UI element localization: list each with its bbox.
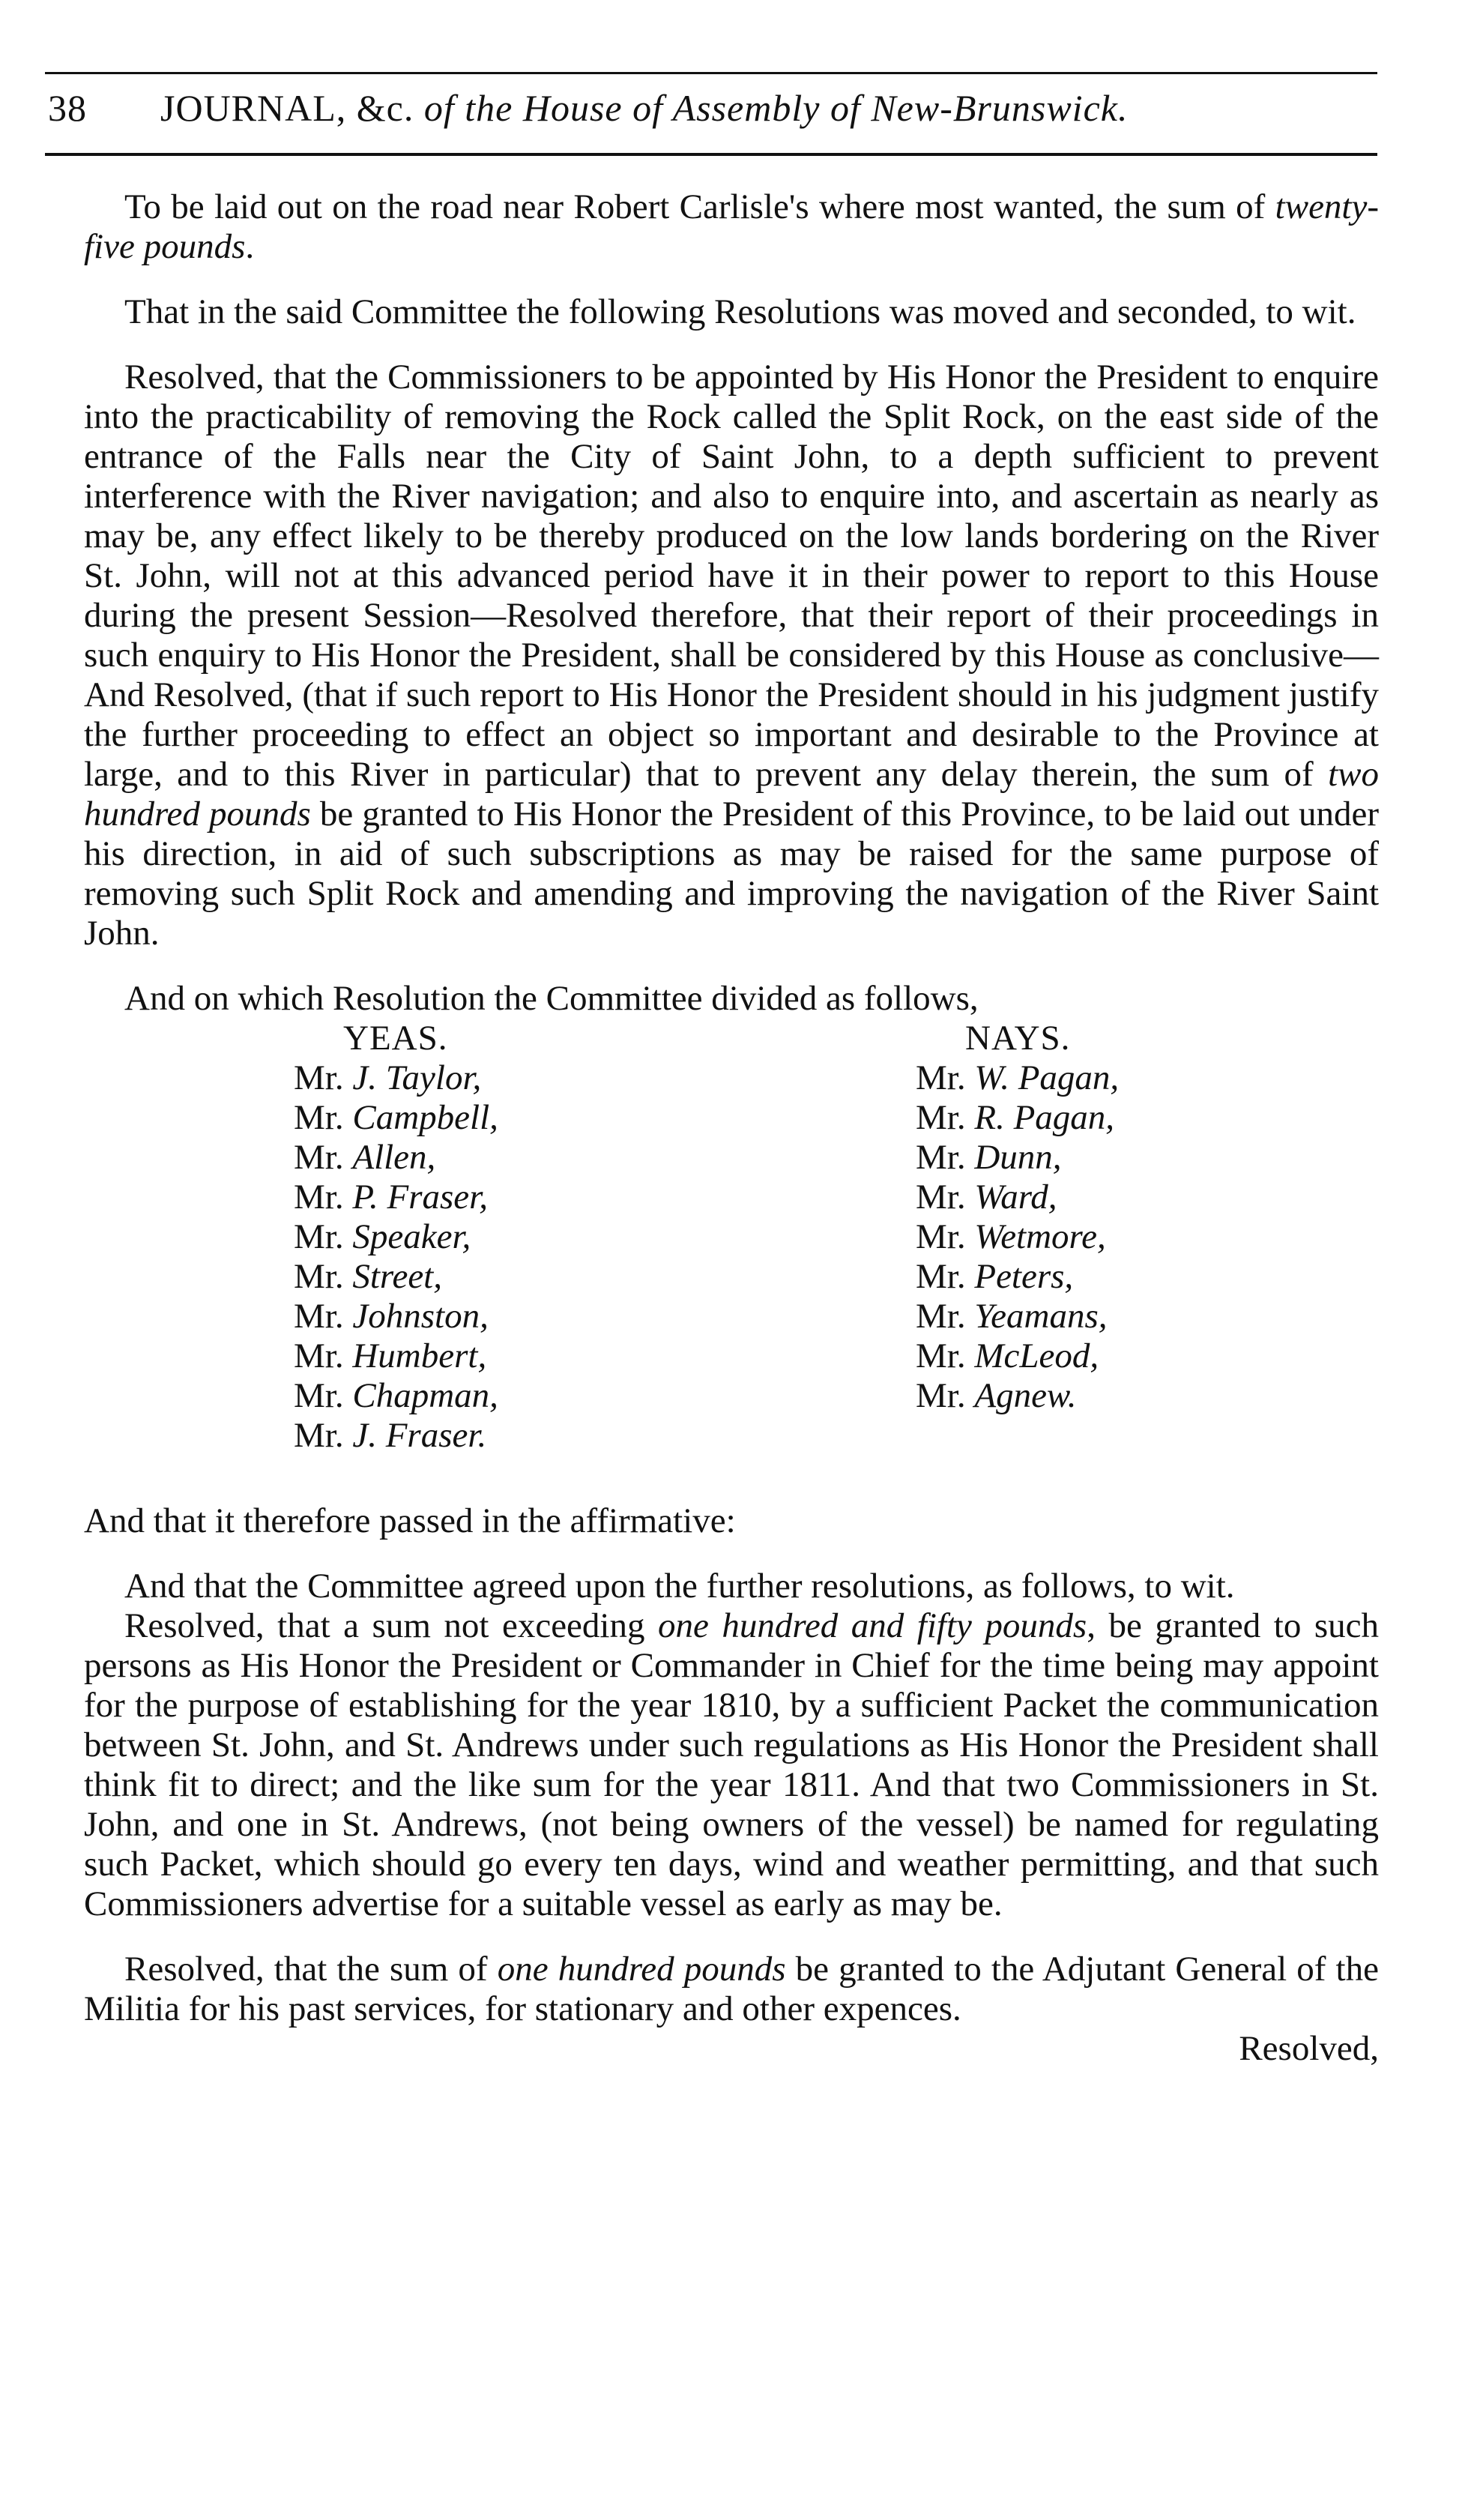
nays-member bbox=[916, 1257, 1119, 1297]
member-name: Speaker, bbox=[352, 1217, 471, 1256]
yeas-member bbox=[294, 1336, 498, 1376]
member-title: Mr. bbox=[294, 1178, 344, 1217]
member-title: Mr. bbox=[916, 1058, 966, 1097]
header-subtitle: of the House of Assembly of New-Brunswick. bbox=[423, 87, 1129, 129]
member-name: Campbell, bbox=[352, 1098, 498, 1137]
member-name: Peters, bbox=[974, 1257, 1074, 1296]
page-number: 38 bbox=[48, 87, 87, 129]
division-list bbox=[84, 1019, 1379, 1498]
member-name: Johnston, bbox=[352, 1297, 489, 1336]
nays-member bbox=[916, 1217, 1119, 1257]
nays-member bbox=[916, 1178, 1119, 1217]
member-title: Mr. bbox=[294, 1416, 344, 1455]
member-title: Mr. bbox=[916, 1138, 966, 1177]
member-name: Dunn, bbox=[974, 1138, 1062, 1177]
member-name: McLeod, bbox=[974, 1336, 1099, 1375]
yeas-member bbox=[294, 1138, 498, 1178]
paragraph-resolutions-moved: That in the said Committee the following Resolutions was moved and seconded, to wit. bbox=[124, 292, 1356, 331]
header-title: JOURNAL, &c. bbox=[160, 87, 414, 129]
paragraph-packet-resolution: Resolved, that a sum not exceeding one hundred and fifty pounds, be granted to such persons as His Honor the President or Commander in Chief for the time being may appoint for the purpose of establishing for the year 1810, by a sufficient Packet the communication between St. John, and St. Andrews under such regulations as His Honor the President shall think fit to direct; and the like sum for the year 1811. And that two Commissioners in St. John, and one in St. Andrews, (not being owners of the vessel) be named for regulating such Packet, which should go every ten days, wind and weather permitting, and that such Commissioners advertise for a suitable vessel as early as may be. bbox=[84, 1606, 1379, 1923]
yeas-member bbox=[294, 1416, 498, 1456]
member-name: Chapman, bbox=[352, 1376, 498, 1415]
member-title: Mr. bbox=[916, 1336, 966, 1375]
member-title: Mr. bbox=[294, 1336, 344, 1375]
member-name: J. Taylor, bbox=[352, 1058, 482, 1097]
paragraph-split-rock-resolution: Resolved, that the Commissioners to be appointed by His Honor the President to enquire into the practicability of removing the Rock called the Split Rock, on the east side of the entrance of the Falls near the City of Saint John, to a depth sufficient to prevent interference with the River navigation; and also to enquire into, and ascertain as nearly as may be, any effect likely to be thereby produced on the low lands bordering on the River St. John, will not at this advanced period have it in their power to report to this House during the present Session—Resolved therefore, that their report of their proceedings in such enquiry to His Honor the President, shall be considered by this House as conclusive—And Resolved, (that if such report to His Honor the President should in his judgment justify the further proceeding to effect an object so important and desirable to the Province at large, and to this River in particular) that to prevent any delay therein, the sum of two hundred pounds be granted to His Honor the President of this Province, to be laid out under his direction, in aid of such subscriptions as may be raised for the same purpose of removing such Split Rock and amending and improving the navigation of the River Saint John. bbox=[84, 358, 1380, 953]
nays-heading: NAYS. bbox=[965, 1019, 1071, 1058]
yeas-member bbox=[294, 1257, 498, 1297]
member-title: Mr. bbox=[294, 1058, 344, 1097]
member-name: J. Fraser. bbox=[352, 1416, 487, 1455]
member-title: Mr. bbox=[916, 1178, 966, 1217]
member-name: Humbert, bbox=[352, 1336, 487, 1375]
running-header bbox=[48, 84, 1376, 132]
nays-member bbox=[916, 1297, 1119, 1336]
member-name: Yeamans, bbox=[974, 1297, 1108, 1336]
yeas-column bbox=[294, 1019, 498, 1456]
member-title: Mr. bbox=[916, 1297, 966, 1336]
paragraph-further-resolutions: And that the Committee agreed upon the further resolutions, as follows, to wit. bbox=[124, 1567, 1235, 1606]
member-name: Agnew. bbox=[974, 1376, 1077, 1415]
member-title: Mr. bbox=[916, 1098, 966, 1137]
catchword: Resolved, bbox=[1239, 2029, 1379, 2068]
header-bottom-rule bbox=[45, 153, 1377, 156]
nays-member bbox=[916, 1138, 1119, 1178]
amount: one hundred and fifty pounds bbox=[657, 1606, 1087, 1645]
member-name: W. Pagan, bbox=[974, 1058, 1120, 1097]
member-title: Mr. bbox=[294, 1257, 344, 1296]
yeas-member bbox=[294, 1217, 498, 1257]
member-title: Mr. bbox=[916, 1376, 966, 1415]
nays-member bbox=[916, 1098, 1119, 1138]
affirmative-statement: And that it therefore passed in the affirmative: bbox=[84, 1501, 736, 1540]
paragraph-adjutant-resolution: Resolved, that the sum of one hundred pounds be granted to the Adjutant General of the Militia for his past services, for stationary and other expences. bbox=[84, 1950, 1379, 2028]
member-title: Mr. bbox=[294, 1138, 344, 1177]
yeas-member bbox=[294, 1178, 498, 1217]
nays-column bbox=[916, 1019, 1119, 1416]
member-title: Mr. bbox=[294, 1217, 344, 1256]
yeas-heading: YEAS. bbox=[343, 1019, 448, 1058]
nays-member bbox=[916, 1058, 1119, 1098]
amount: one hundred pounds bbox=[497, 1950, 786, 1989]
amount: two hundred pounds bbox=[84, 755, 1379, 834]
member-title: Mr. bbox=[294, 1098, 344, 1137]
header-top-rule bbox=[45, 72, 1377, 74]
member-title: Mr. bbox=[916, 1217, 966, 1256]
yeas-member bbox=[294, 1297, 498, 1336]
member-name: P. Fraser, bbox=[352, 1178, 488, 1217]
member-title: Mr. bbox=[916, 1257, 966, 1296]
yeas-member bbox=[294, 1058, 498, 1098]
yeas-member bbox=[294, 1098, 498, 1138]
yeas-member bbox=[294, 1376, 498, 1416]
member-name: Ward, bbox=[974, 1178, 1057, 1217]
member-name: Street, bbox=[352, 1257, 442, 1296]
amount: twenty-five pounds bbox=[84, 187, 1379, 266]
member-name: Wetmore, bbox=[974, 1217, 1106, 1256]
nays-member bbox=[916, 1336, 1119, 1376]
nays-member bbox=[916, 1376, 1119, 1416]
member-title: Mr. bbox=[294, 1376, 344, 1415]
paragraph-road-grant: To be laid out on the road near Robert Carlisle's where most wanted, the sum of twenty-five pounds. bbox=[84, 187, 1379, 266]
page-body bbox=[84, 187, 1379, 2069]
member-name: Allen, bbox=[352, 1138, 436, 1177]
member-name: R. Pagan, bbox=[974, 1098, 1115, 1137]
division-intro: And on which Resolution the Committee divided as follows, bbox=[124, 979, 979, 1018]
member-title: Mr. bbox=[294, 1297, 344, 1336]
